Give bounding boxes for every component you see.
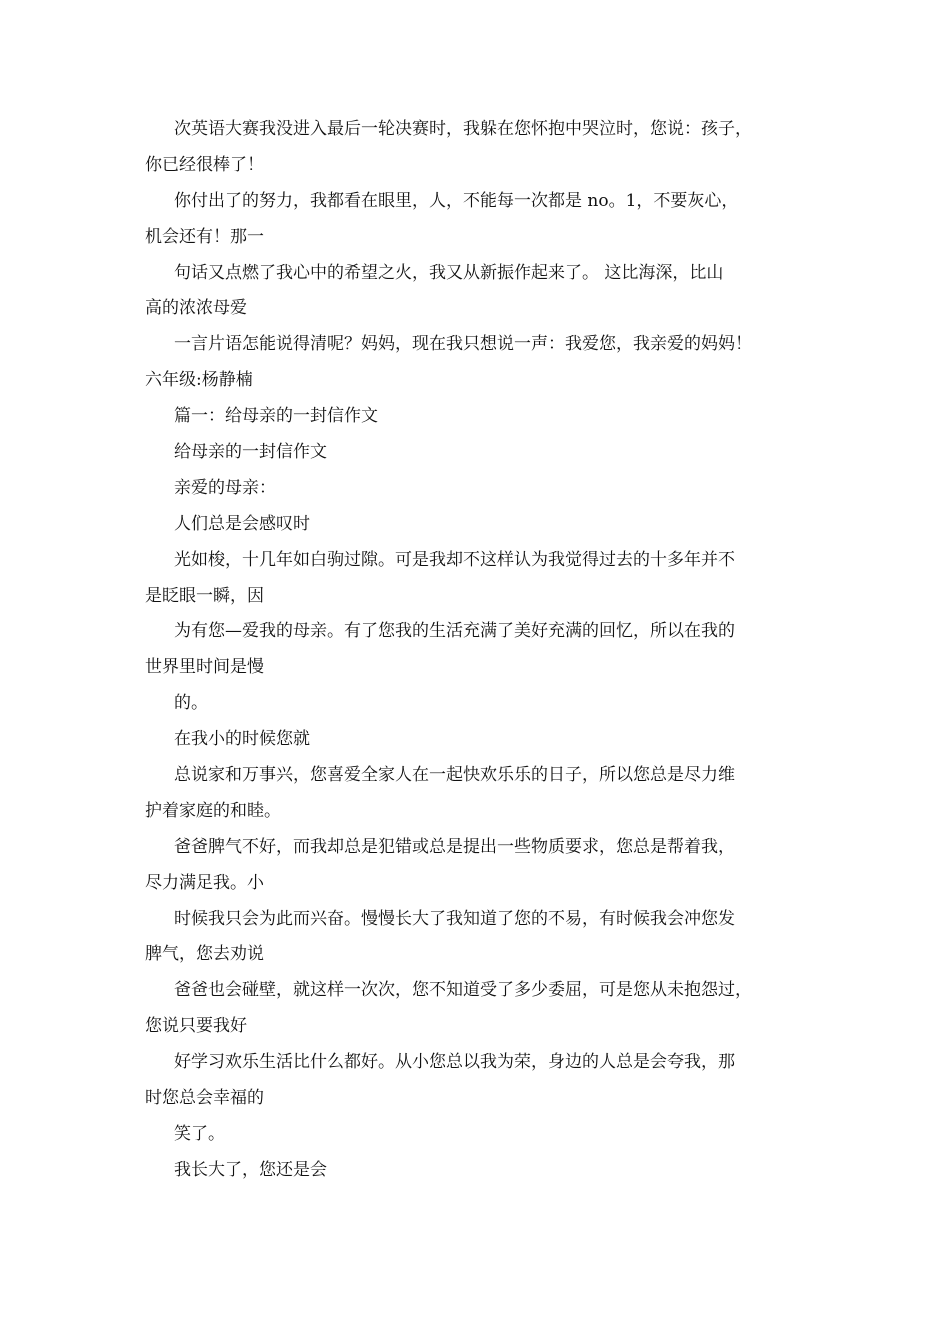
text-line: 时候我只会为此而兴奋。慢慢长大了我知道了您的不易，有时候我会冲您发 xyxy=(174,908,735,929)
text-line: 在我小的时候您就 xyxy=(174,729,310,750)
text-line: 护着家庭的和睦。 xyxy=(145,800,281,821)
text-line: 笑了。 xyxy=(174,1123,225,1144)
text-line: 爸爸脾气不好，而我却总是犯错或总是提出一些物质要求，您总是帮着我， xyxy=(174,836,735,857)
text-line: 次英语大赛我没进入最后一轮决赛时，我躲在您怀抱中哭泣时，您说：孩子， xyxy=(174,119,752,139)
text-line: 脾气，您去劝说 xyxy=(145,944,264,965)
text-line: 您说只要我好 xyxy=(145,1016,247,1037)
text-line: 你付出了的努力，我都看在眼里，人，不能每一次都是 no。1，不要灰心， xyxy=(174,190,739,211)
text-line: 我长大了，您还是会 xyxy=(174,1159,327,1180)
text-line: 光如梭，十几年如白驹过隙。可是我却不这样认为我觉得过去的十多年并不 xyxy=(174,549,735,570)
author-line: 六年级:杨静楠 xyxy=(145,370,253,391)
text-line: 机会还有！那一 xyxy=(145,226,264,247)
section-heading: 篇一：给母亲的一封信作文 xyxy=(174,406,378,427)
text-line: 世界里时间是慢 xyxy=(145,657,264,678)
text-line: 句话又点燃了我心中的希望之火，我又从新振作起来了。 这比海深，比山 xyxy=(174,262,724,283)
text-line: 高的浓浓母爱 xyxy=(145,298,247,319)
text-line: 时您总会幸福的 xyxy=(145,1088,264,1109)
text-line: 好学习欢乐生活比什么都好。从小您总以我为荣，身边的人总是会夸我，那 xyxy=(174,1052,735,1073)
text-line: 你已经很棒了！ xyxy=(145,154,264,175)
text-line: 为有您—爱我的母亲。有了您我的生活充满了美好充满的回忆，所以在我的 xyxy=(174,621,735,642)
document-body xyxy=(145,112,825,1189)
salutation: 亲爱的母亲： xyxy=(174,477,276,498)
text-line: 是眨眼一瞬，因 xyxy=(145,585,264,606)
text-line: 爸爸也会碰壁，就这样一次次，您不知道受了多少委屈，可是您从未抱怨过， xyxy=(174,980,752,1001)
text-line: 一言片语怎能说得清呢？妈妈，现在我只想说一声：我爱您，我亲爱的妈妈！ xyxy=(174,334,752,355)
text-line: 的。 xyxy=(174,693,208,714)
text-line: 人们总是会感叹时 xyxy=(174,513,310,534)
essay-title: 给母亲的一封信作文 xyxy=(174,442,327,463)
text-line: 尽力满足我。小 xyxy=(145,872,264,893)
text-line: 总说家和万事兴，您喜爱全家人在一起快欢乐乐的日子，所以您总是尽力维 xyxy=(174,765,735,786)
